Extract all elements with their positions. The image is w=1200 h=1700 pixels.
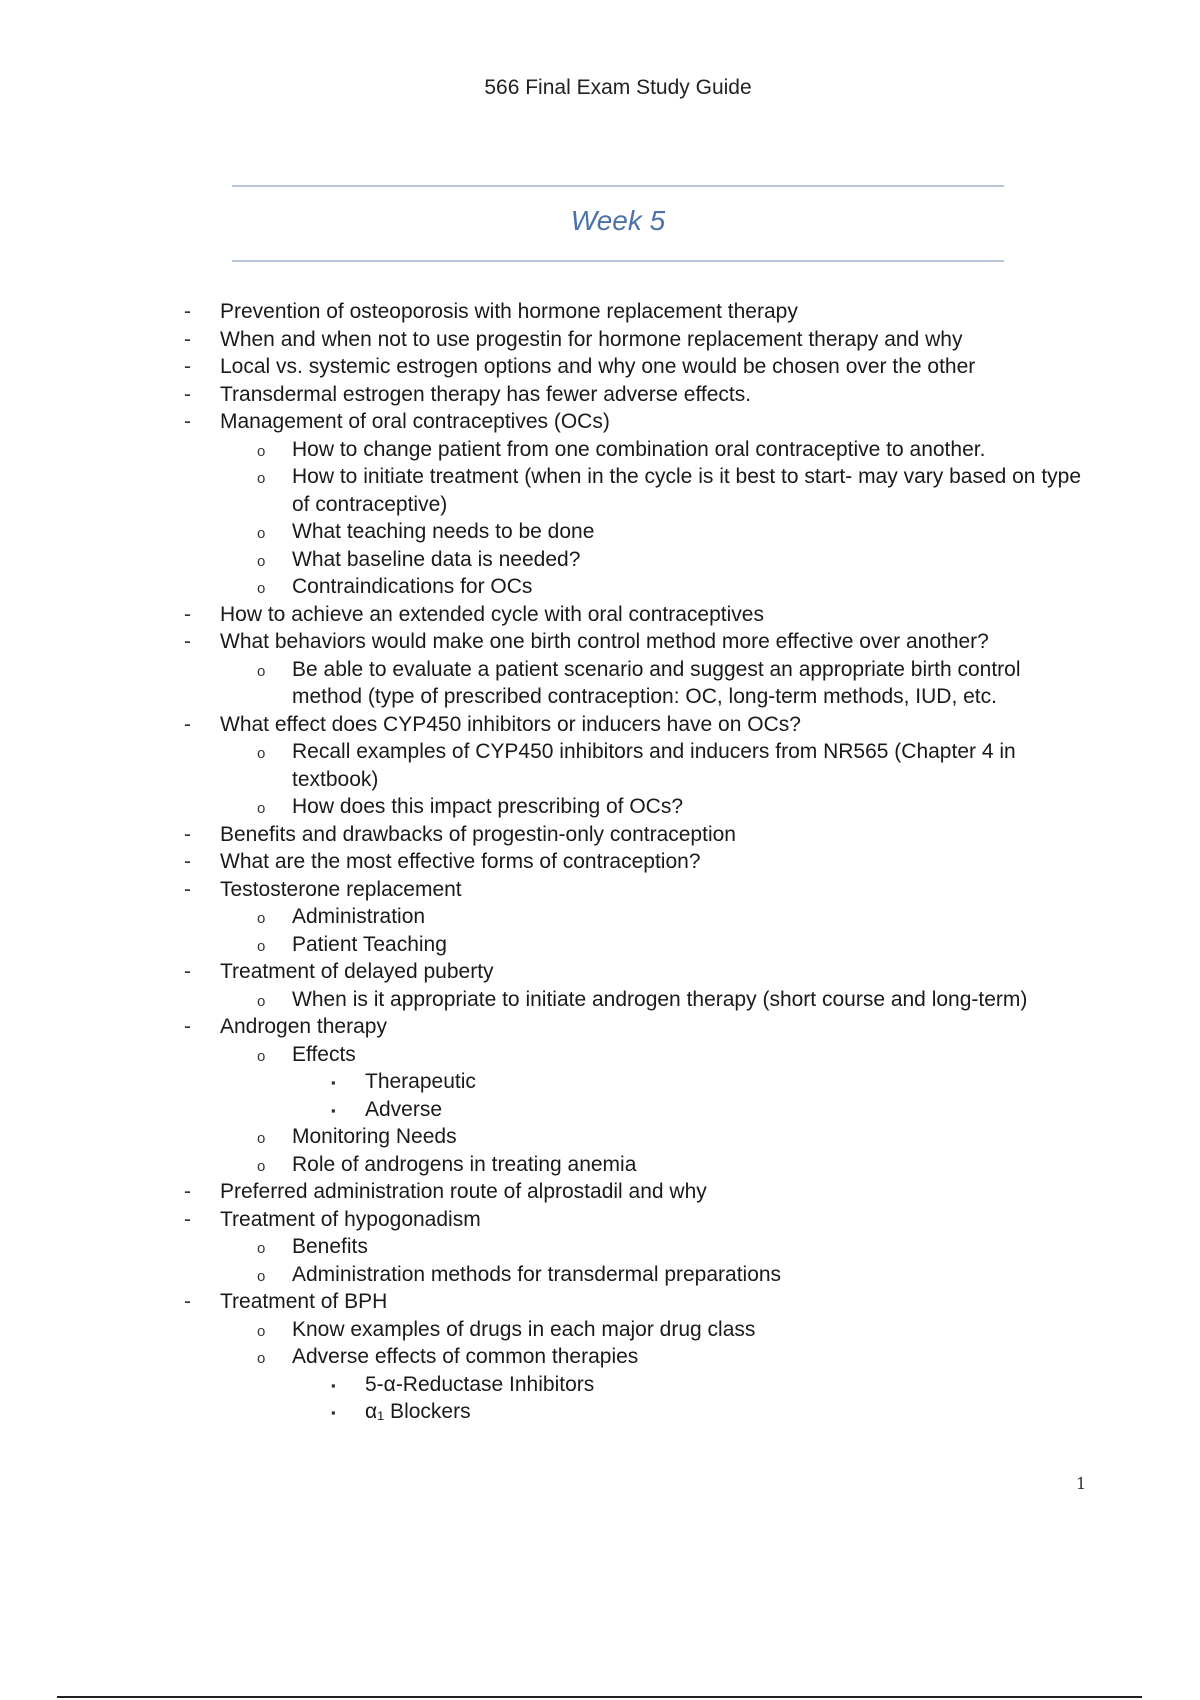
outline-item-text: When and when not to use progestin for hormone replacement therapy and why bbox=[220, 327, 963, 351]
outline-item-level-2 bbox=[0, 793, 1200, 821]
outline-item-level-2 bbox=[0, 573, 1200, 601]
outline-item-text: What effect does CYP450 inhibitors or inducers have on OCs? bbox=[220, 712, 801, 736]
outline-item-text: When is it appropriate to initiate androgen therapy (short course and long-term) bbox=[292, 987, 1028, 1011]
outline-item-level-3 bbox=[0, 1371, 1200, 1399]
bullet-circle-icon: o bbox=[257, 525, 266, 542]
outline-item-text: Treatment of BPH bbox=[220, 1290, 388, 1313]
bullet-dash-icon: - bbox=[184, 1015, 191, 1038]
bullet-circle-icon: o bbox=[257, 442, 266, 460]
outline-item-text: α₁ Blockers bbox=[365, 1400, 471, 1423]
outline-item-text: Androgen therapy bbox=[220, 1015, 387, 1038]
bullet-dash-icon: - bbox=[184, 602, 191, 626]
bullet-circle-icon: o bbox=[257, 910, 266, 927]
outline-item-text: What are the most effective forms of contraception? bbox=[220, 850, 701, 873]
outline-item-level-2 bbox=[0, 1151, 1200, 1179]
outline-item-text: How to change patient from one combination oral contraceptive to another. bbox=[292, 437, 986, 461]
outline-item-level-2 bbox=[0, 1343, 1200, 1371]
outline-item-level-1 bbox=[0, 298, 1200, 326]
title-top-divider bbox=[232, 185, 1004, 187]
outline-item-text: Adverse effects of common therapies bbox=[292, 1345, 639, 1368]
outline-item-level-2 bbox=[0, 1261, 1200, 1289]
outline-item-text: Benefits bbox=[292, 1235, 368, 1258]
bullet-circle-icon: o bbox=[257, 1322, 266, 1340]
outline-item-text: Recall examples of CYP450 inhibitors and inducers from NR565 (Chapter 4 in textbook) bbox=[292, 740, 1016, 791]
outline-item-text: Transdermal estrogen therapy has fewer adverse effects. bbox=[220, 382, 752, 406]
outline-item-level-2 bbox=[0, 656, 1200, 711]
outline-item-text: What baseline data is needed? bbox=[292, 547, 581, 571]
outline-item-text: Administration methods for transdermal preparations bbox=[292, 1262, 782, 1286]
bullet-circle-icon: o bbox=[257, 1130, 266, 1147]
outline-item-text: Patient Teaching bbox=[292, 932, 447, 956]
bullet-circle-icon: o bbox=[257, 1047, 266, 1065]
bullet-dash-icon: - bbox=[184, 410, 191, 433]
outline-item-text: Treatment of delayed puberty bbox=[220, 960, 494, 983]
outline-item-level-2 bbox=[0, 1123, 1200, 1151]
outline-item-level-1 bbox=[0, 876, 1200, 904]
outline-item-text: 5-α-Reductase Inhibitors bbox=[365, 1372, 595, 1396]
outline-item-level-2 bbox=[0, 1041, 1200, 1069]
bullet-circle-icon: o bbox=[257, 992, 266, 1010]
outline-item-text: Benefits and drawbacks of progestin-only contraception bbox=[220, 822, 736, 846]
outline-item-text: Prevention of osteoporosis with hormone replacement therapy bbox=[220, 300, 798, 323]
bullet-circle-icon: o bbox=[257, 662, 266, 680]
outline-item-text: Treatment of hypogonadism bbox=[220, 1207, 481, 1231]
outline-item-level-1 bbox=[0, 326, 1200, 354]
outline-item-text: How does this impact prescribing of OCs? bbox=[292, 795, 683, 818]
outline-item-level-1 bbox=[0, 1288, 1200, 1316]
outline-item-text: Monitoring Needs bbox=[292, 1125, 457, 1148]
outline-item-text: Effects bbox=[292, 1042, 356, 1066]
bullet-circle-icon: o bbox=[257, 1157, 266, 1175]
bullet-circle-icon: o bbox=[257, 800, 266, 817]
outline-item-level-3 bbox=[0, 1096, 1200, 1124]
bullet-square-icon: ▪ bbox=[331, 1102, 336, 1118]
outline-item-text: Testosterone replacement bbox=[220, 877, 462, 901]
outline-item-level-1 bbox=[0, 353, 1200, 381]
outline-item-level-1 bbox=[0, 1206, 1200, 1234]
bullet-circle-icon: o bbox=[257, 580, 266, 597]
outline-item-text: Administration bbox=[292, 905, 426, 928]
bullet-dash-icon: - bbox=[184, 1290, 191, 1313]
bullet-circle-icon: o bbox=[257, 745, 266, 762]
bullet-dash-icon: - bbox=[184, 1180, 191, 1203]
outline-item-level-2 bbox=[0, 903, 1200, 931]
bullet-circle-icon: o bbox=[257, 937, 266, 955]
bullet-square-icon: ▪ bbox=[331, 1075, 336, 1090]
bullet-square-icon: ▪ bbox=[331, 1405, 336, 1420]
outline-item-text: How to achieve an extended cycle with oral contraceptives bbox=[220, 602, 764, 626]
bullet-circle-icon: o bbox=[257, 552, 266, 570]
outline-item-level-1 bbox=[0, 958, 1200, 986]
outline-item-level-3 bbox=[0, 1398, 1200, 1426]
outline-item-level-2 bbox=[0, 546, 1200, 574]
outline-item-level-1 bbox=[0, 821, 1200, 849]
outline-item-text: What behaviors would make one birth control method more effective over another? bbox=[220, 630, 989, 653]
page-number: 1 bbox=[1076, 1474, 1087, 1493]
bullet-dash-icon: - bbox=[184, 822, 191, 846]
outline-item-level-1 bbox=[0, 711, 1200, 739]
outline-item-level-2 bbox=[0, 1316, 1200, 1344]
study-outline bbox=[0, 298, 1200, 1426]
outline-item-level-1 bbox=[0, 601, 1200, 629]
bullet-dash-icon: - bbox=[184, 382, 191, 406]
bullet-dash-icon: - bbox=[184, 1207, 191, 1231]
outline-item-text: Be able to evaluate a patient scenario and suggest an appropriate birth control method (type of prescribed contraception: OC, long-term methods, IUD, etc. bbox=[292, 657, 1021, 708]
bullet-square-icon: ▪ bbox=[331, 1377, 336, 1393]
outline-item-level-2 bbox=[0, 738, 1200, 793]
outline-item-level-1 bbox=[0, 381, 1200, 409]
outline-item-text: Know examples of drugs in each major drug class bbox=[292, 1317, 756, 1341]
document-title: 566 Final Exam Study Guide bbox=[484, 76, 752, 99]
outline-item-level-1 bbox=[0, 408, 1200, 436]
outline-item-text: Management of oral contraceptives (OCs) bbox=[220, 410, 610, 433]
outline-item-text: Role of androgens in treating anemia bbox=[292, 1152, 637, 1176]
outline-item-text: Local vs. systemic estrogen options and why one would be chosen over the other bbox=[220, 355, 976, 378]
bullet-dash-icon: - bbox=[184, 712, 191, 736]
outline-item-text: Preferred administration route of alprostadil and why bbox=[220, 1180, 707, 1203]
outline-item-level-3 bbox=[0, 1068, 1200, 1096]
outline-item-level-2 bbox=[0, 1233, 1200, 1261]
outline-item-text: Adverse bbox=[365, 1097, 443, 1121]
outline-item-text: Contraindications for OCs bbox=[292, 575, 533, 598]
bullet-dash-icon: - bbox=[184, 960, 191, 983]
outline-item-level-2 bbox=[0, 931, 1200, 959]
outline-item-level-1 bbox=[0, 1178, 1200, 1206]
title-bottom-divider bbox=[232, 260, 1004, 262]
bullet-dash-icon: - bbox=[184, 300, 191, 323]
bullet-dash-icon: - bbox=[184, 355, 191, 378]
section-title: Week 5 bbox=[570, 205, 666, 236]
bullet-circle-icon: o bbox=[257, 1267, 266, 1285]
outline-item-level-1 bbox=[0, 628, 1200, 656]
outline-item-text: How to initiate treatment (when in the cycle is it best to start- may vary based on type of contraceptive) bbox=[292, 465, 1082, 516]
bullet-dash-icon: - bbox=[184, 850, 191, 873]
bullet-dash-icon: - bbox=[184, 630, 191, 653]
outline-item-level-1 bbox=[0, 1013, 1200, 1041]
outline-item-text: What teaching needs to be done bbox=[292, 520, 595, 543]
bullet-circle-icon: o bbox=[257, 1240, 266, 1257]
bullet-dash-icon: - bbox=[184, 877, 191, 901]
outline-item-level-2 bbox=[0, 436, 1200, 464]
outline-item-level-2 bbox=[0, 986, 1200, 1014]
footer-divider bbox=[57, 1696, 1142, 1698]
outline-item-level-2 bbox=[0, 518, 1200, 546]
bullet-circle-icon: o bbox=[257, 1350, 266, 1367]
bullet-dash-icon: - bbox=[184, 327, 191, 351]
outline-item-level-1 bbox=[0, 848, 1200, 876]
outline-item-level-2 bbox=[0, 463, 1200, 518]
outline-item-text: Therapeutic bbox=[365, 1070, 476, 1093]
bullet-circle-icon: o bbox=[257, 470, 266, 487]
